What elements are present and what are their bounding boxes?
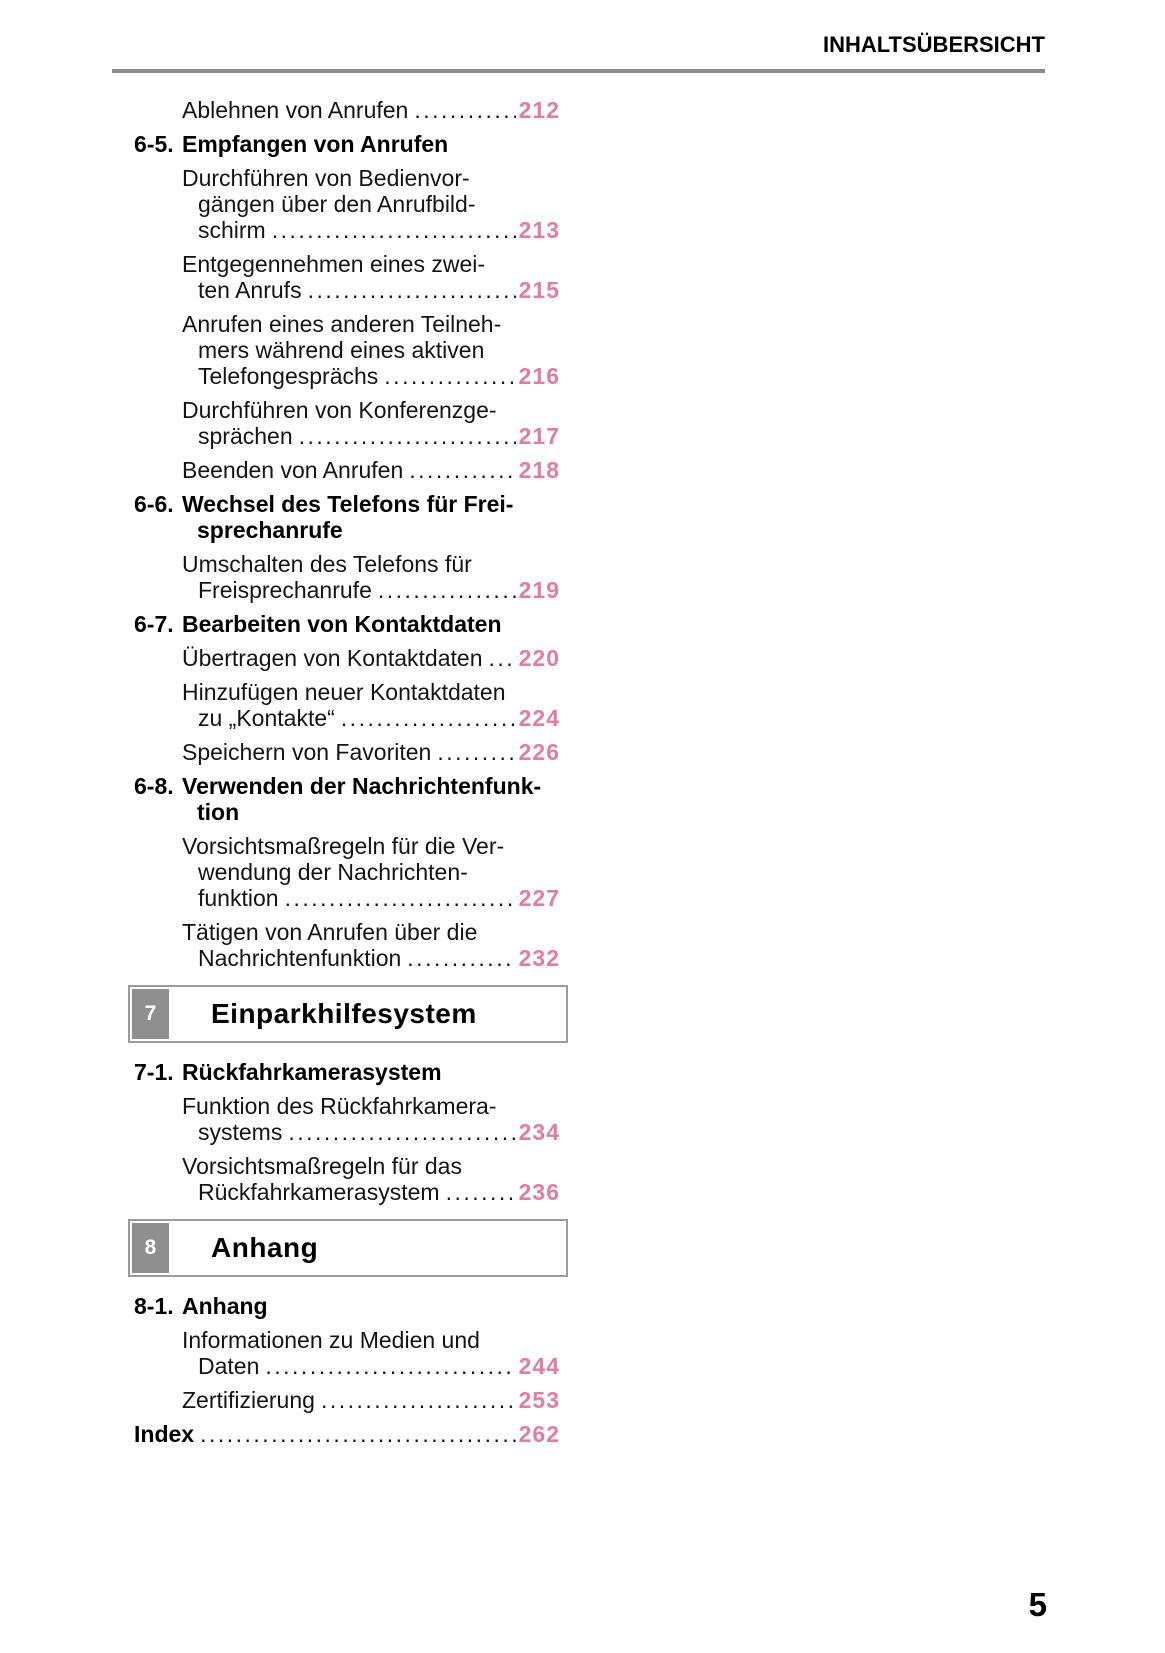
toc-entry-text: Rückfahrkamerasystem	[198, 1179, 440, 1205]
section-title	[182, 773, 541, 825]
toc-entry-last-line	[182, 1387, 560, 1413]
dot-leader	[488, 645, 515, 671]
toc-entry-text: Übertragen von Kontaktdaten	[182, 645, 483, 671]
toc-entry-last-line	[182, 217, 560, 243]
dot-leader	[265, 1353, 515, 1379]
toc-entry-last-line	[182, 1353, 560, 1379]
toc-entry	[128, 457, 560, 483]
page-number: 5	[1028, 1586, 1047, 1623]
table-of-contents	[128, 97, 560, 1455]
toc-entry-text: Freisprechanrufe	[198, 577, 372, 603]
toc-entry	[128, 1153, 560, 1205]
section-title-line: Verwenden der Nachrichtenfunk-	[182, 773, 542, 799]
toc-entry	[128, 1387, 560, 1413]
dot-leader	[200, 1421, 516, 1447]
toc-entry	[128, 679, 560, 731]
toc-entry-last-line	[182, 645, 560, 671]
toc-entry-last-line	[182, 457, 560, 483]
section-title-line: tion	[197, 799, 240, 825]
toc-page-ref: 234	[518, 1119, 560, 1145]
toc-page-ref: 224	[518, 705, 560, 731]
toc-entry-line: Entgegennehmen eines zwei-	[182, 251, 486, 277]
section-number: 6-6.	[134, 491, 174, 517]
chapter-title: Einparkhilfesystem	[211, 998, 477, 1029]
toc-entry	[128, 833, 560, 911]
toc-entry-last-line	[182, 577, 560, 603]
section-title	[182, 1059, 442, 1085]
dot-leader	[446, 1179, 516, 1205]
dot-leader	[378, 577, 516, 603]
dot-leader	[437, 739, 515, 765]
toc-page-ref: 213	[518, 217, 560, 243]
dot-leader	[341, 705, 516, 731]
toc-entry-text: sprächen	[198, 423, 293, 449]
toc-entry-line: gängen über den Anrufbild-	[198, 191, 476, 217]
chapter-heading	[128, 1219, 568, 1277]
toc-entry-text: Zertifizierung	[182, 1387, 315, 1413]
section-title-line: Rückfahrkamerasystem	[182, 1059, 442, 1085]
toc-entry-last-line	[182, 945, 560, 971]
section-number: 6-8.	[134, 773, 174, 799]
section-title-line: Empfangen von Anrufen	[182, 131, 449, 157]
section-title-line: Bearbeiten von Kontaktdaten	[182, 611, 502, 637]
toc-entry-line: Durchführen von Bedienvor-	[182, 165, 470, 191]
section-title-line: sprechanrufe	[197, 517, 343, 543]
toc-entry-line: wendung der Nachrichten-	[198, 859, 468, 885]
toc-entry-line: Tätigen von Anrufen über die	[182, 919, 478, 945]
toc-entry-line: Hinzufügen neuer Kontaktdaten	[182, 679, 506, 705]
toc-entry-last-line	[182, 1179, 560, 1205]
dot-leader	[407, 945, 515, 971]
section-title	[182, 611, 502, 637]
toc-entry	[128, 165, 560, 243]
toc-entry	[128, 311, 560, 389]
toc-page-ref: 244	[518, 1353, 560, 1379]
toc-entry	[128, 739, 560, 765]
section-number: 6-5.	[134, 131, 174, 157]
dot-leader	[272, 217, 516, 243]
section-number: 8-1.	[134, 1293, 174, 1319]
toc-entry-text: schirm	[198, 217, 266, 243]
toc-section-heading	[128, 773, 560, 825]
dot-leader	[308, 277, 516, 303]
toc-section-heading	[128, 1059, 560, 1085]
toc-page-ref: 216	[518, 363, 560, 389]
toc-entry-last-line	[182, 885, 560, 911]
toc-page-ref: 262	[518, 1421, 560, 1447]
toc-entry	[128, 397, 560, 449]
toc-page-ref: 226	[518, 739, 560, 765]
toc-page-ref: 215	[518, 277, 560, 303]
toc-page-ref: 220	[518, 645, 560, 671]
toc-entry-text: Ablehnen von Anrufen	[182, 97, 409, 123]
toc-entry	[128, 251, 560, 303]
toc-entry-line: Vorsichtsmaßregeln für die Ver-	[182, 833, 505, 859]
toc-entry-last-line	[182, 277, 560, 303]
toc-page-ref: 212	[518, 97, 560, 123]
toc-entry-line: Anrufen eines anderen Teilneh-	[182, 311, 502, 337]
toc-entry-line: Funktion des Rückfahrkamera-	[182, 1093, 497, 1119]
toc-entry-text: Telefongesprächs	[198, 363, 379, 389]
chapter-number: 7	[132, 989, 169, 1039]
section-title	[182, 1293, 268, 1319]
toc-entry	[128, 551, 560, 603]
dot-leader	[299, 423, 516, 449]
toc-entry-text: Beenden von Anrufen	[182, 457, 404, 483]
dot-leader	[409, 457, 515, 483]
chapter-number: 8	[132, 1223, 169, 1273]
page-header	[112, 32, 1045, 73]
page-title: INHALTSÜBERSICHT	[822, 32, 1045, 57]
toc-entry-text: Index	[134, 1421, 195, 1447]
toc-entry	[128, 97, 560, 123]
toc-entry-line: Vorsichtsmaßregeln für das	[182, 1153, 462, 1179]
toc-entry-line: Durchführen von Konferenzge-	[182, 397, 497, 423]
dot-leader	[321, 1387, 516, 1413]
toc-entry-text: systems	[198, 1119, 283, 1145]
toc-entry	[128, 1327, 560, 1379]
toc-entry-last-line	[182, 739, 560, 765]
toc-entry-text: funktion	[198, 885, 279, 911]
section-title-line: Wechsel des Telefons für Frei-	[182, 491, 514, 517]
toc-entry-text: Nachrichtenfunktion	[198, 945, 402, 971]
toc-entry-line: Informationen zu Medien und	[182, 1327, 480, 1353]
toc-entry-text: Daten	[198, 1353, 260, 1379]
section-number: 6-7.	[134, 611, 174, 637]
toc-entry	[128, 919, 560, 971]
toc-page-ref: 236	[518, 1179, 560, 1205]
toc-entry-line: Umschalten des Telefons für	[182, 551, 472, 577]
toc-page-ref: 218	[518, 457, 560, 483]
section-title	[182, 491, 513, 543]
dot-leader	[285, 885, 516, 911]
dot-leader	[288, 1119, 515, 1145]
section-number: 7-1.	[134, 1059, 174, 1085]
toc-section-heading	[128, 611, 560, 637]
toc-entry-text: Speichern von Favoriten	[182, 739, 432, 765]
toc-entry-last-line	[134, 1421, 560, 1447]
index-entry	[128, 1421, 560, 1447]
toc-page-ref: 253	[518, 1387, 560, 1413]
section-title	[182, 131, 448, 157]
dot-leader	[384, 363, 515, 389]
dot-leader	[414, 97, 515, 123]
toc-page-ref: 227	[518, 885, 560, 911]
toc-entry	[128, 1093, 560, 1145]
toc-entry-last-line	[182, 705, 560, 731]
toc-entry-last-line	[182, 97, 560, 123]
section-title-line: Anhang	[182, 1293, 268, 1319]
chapter-heading	[128, 985, 568, 1043]
toc-page-ref: 232	[518, 945, 560, 971]
toc-entry	[128, 645, 560, 671]
toc-section-heading	[128, 491, 560, 543]
toc-entry-last-line	[182, 1119, 560, 1145]
chapter-title: Anhang	[211, 1232, 319, 1263]
header-rule	[112, 69, 1045, 73]
toc-entry-last-line	[182, 363, 560, 389]
toc-entry-line: mers während eines aktiven	[198, 337, 485, 363]
toc-entry-last-line	[182, 423, 560, 449]
toc-page-ref: 219	[518, 577, 560, 603]
toc-entry-text: zu „Kontakte“	[198, 705, 335, 731]
toc-page-ref: 217	[518, 423, 560, 449]
toc-section-heading	[128, 1293, 560, 1319]
toc-section-heading	[128, 131, 560, 157]
toc-entry-text: ten Anrufs	[198, 277, 302, 303]
